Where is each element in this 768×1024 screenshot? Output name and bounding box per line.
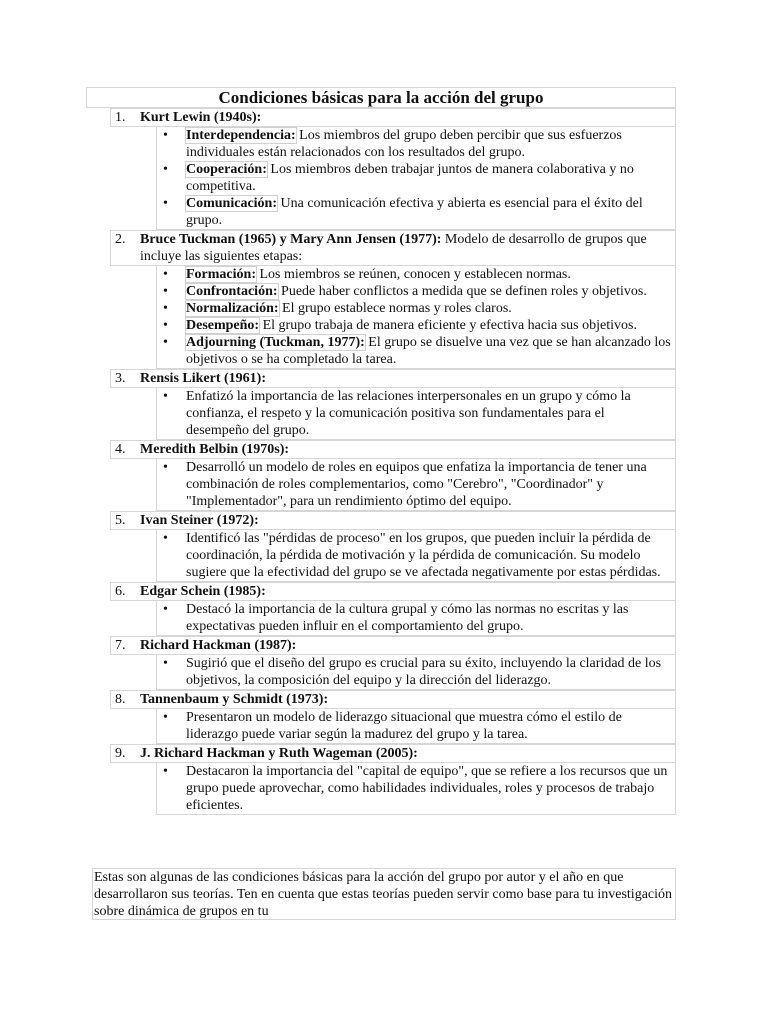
item-text: El grupo se disuelve una vez que se han alcanzado los objetivos o se ha completado la tarea. bbox=[186, 335, 671, 367]
item-term: Confrontación: bbox=[186, 284, 278, 299]
item-text: Enfatizó la importancia de las relaciones interpersonales en un grupo y cómo la confianza, el respeto y la comunicación positiva son fundamentales para el desempeño del grupo. bbox=[186, 389, 631, 438]
author-section bbox=[110, 744, 676, 815]
section-heading bbox=[110, 230, 676, 266]
item-text: Destacaron la importancia del "capital de equipo", que se refiere a los recursos que un grupo puede aprovechar, como habilidades individuales, roles y procesos de trabajo eficientes. bbox=[186, 764, 668, 813]
list-number: 3. bbox=[115, 371, 126, 386]
section-heading bbox=[110, 636, 676, 655]
list-number: 4. bbox=[115, 442, 126, 457]
author-section bbox=[110, 636, 676, 690]
item-text: Sugirió que el diseño del grupo es crucial para su éxito, incluyendo la claridad de los objetivos, la composición del equipo y la dirección del liderazgo. bbox=[186, 656, 662, 688]
item-term: Interdependencia: bbox=[186, 128, 296, 143]
item-text: Los miembros del grupo deben percibir que sus esfuerzos individuales están relacionados con los resultados del grupo. bbox=[186, 128, 622, 160]
section-heading bbox=[110, 511, 676, 530]
bullet-icon: • bbox=[163, 284, 168, 299]
item-term: Adjourning (Tuckman, 1977): bbox=[186, 335, 365, 350]
author-name: Ivan Steiner (1972): bbox=[140, 513, 259, 528]
bullet-list bbox=[156, 763, 676, 815]
author-name: Bruce Tuckman (1965) y Mary Ann Jensen (1977): bbox=[140, 232, 442, 247]
item-text: Desarrolló un modelo de roles en equipos que enfatiza la importancia de tener una combinación de roles complementarios, como "Cerebro", "Coordinador" y "Implementador", para un rendimiento óptimo del equipo. bbox=[186, 460, 647, 509]
list-item bbox=[157, 300, 675, 317]
bullet-list bbox=[156, 655, 676, 690]
list-item bbox=[157, 601, 675, 635]
author-section bbox=[110, 690, 676, 744]
item-term: Cooperación: bbox=[186, 162, 267, 177]
item-term: Comunicación: bbox=[186, 196, 277, 211]
list-item bbox=[157, 763, 675, 814]
bullet-icon: • bbox=[163, 267, 168, 282]
section-heading bbox=[110, 108, 676, 127]
item-text: El grupo trabaja de manera eficiente y efectiva hacia sus objetivos. bbox=[259, 318, 637, 333]
bullet-icon: • bbox=[163, 335, 168, 350]
author-name: Meredith Belbin (1970s): bbox=[140, 442, 290, 457]
author-name: Rensis Likert (1961): bbox=[140, 371, 266, 386]
bullet-icon: • bbox=[163, 656, 168, 671]
page-title: Condiciones básicas para la acción del grupo bbox=[218, 88, 544, 107]
item-text: Una comunicación efectiva y abierta es esencial para el éxito del grupo. bbox=[186, 196, 643, 228]
list-item bbox=[157, 530, 675, 581]
author-section bbox=[110, 230, 676, 369]
item-text: Puede haber conflictos a medida que se definen roles y objetivos. bbox=[277, 284, 647, 299]
bullet-list bbox=[156, 388, 676, 440]
list-item bbox=[157, 709, 675, 743]
author-section bbox=[110, 108, 676, 230]
section-intro: Modelo de desarrollo de grupos que incluye las siguientes etapas: bbox=[140, 232, 647, 264]
list-item bbox=[157, 161, 675, 195]
bullet-icon: • bbox=[163, 128, 168, 143]
section-heading bbox=[110, 582, 676, 601]
bullet-list bbox=[156, 127, 676, 230]
bullet-list bbox=[156, 709, 676, 744]
author-name: Richard Hackman (1987): bbox=[140, 638, 297, 653]
section-heading bbox=[110, 744, 676, 763]
item-text: Identificó las "pérdidas de proceso" en los grupos, que pueden incluir la pérdida de coordinación, la pérdida de motivación y la pérdida de comunicación. Su modelo sugiere que la efectividad del grupo se ve afectada negativamente por estas pérdidas. bbox=[186, 531, 661, 580]
list-number: 8. bbox=[115, 692, 126, 707]
item-term: Desempeño: bbox=[186, 318, 260, 333]
bullet-list bbox=[156, 266, 676, 369]
list-item bbox=[157, 266, 675, 283]
list-number: 1. bbox=[115, 110, 126, 125]
bullet-icon: • bbox=[163, 764, 168, 779]
section-heading bbox=[110, 690, 676, 709]
list-number: 5. bbox=[115, 513, 126, 528]
author-section bbox=[110, 582, 676, 636]
list-number: 6. bbox=[115, 584, 126, 599]
bullet-icon: • bbox=[163, 162, 168, 177]
list-item bbox=[157, 317, 675, 334]
bullet-icon: • bbox=[163, 389, 168, 404]
conclusion-paragraph: Estas son algunas de las condiciones básicas para la acción del grupo por autor y el año en que desarrollaron sus teorías. Ten en cuenta que estas teorías pueden servir como base para tu investigación sobre dinámica de grupos en tu bbox=[92, 868, 676, 920]
author-name: J. Richard Hackman y Ruth Wageman (2005): bbox=[140, 746, 418, 761]
bullet-icon: • bbox=[163, 301, 168, 316]
item-text: El grupo establece normas y roles claros. bbox=[278, 301, 512, 316]
author-list bbox=[110, 108, 676, 815]
bullet-icon: • bbox=[163, 318, 168, 333]
list-item bbox=[157, 388, 675, 439]
author-name: Edgar Schein (1985): bbox=[140, 584, 266, 599]
author-section bbox=[110, 440, 676, 511]
section-heading bbox=[110, 440, 676, 459]
list-number: 7. bbox=[115, 638, 126, 653]
author-section bbox=[110, 511, 676, 582]
author-section bbox=[110, 369, 676, 440]
bullet-list bbox=[156, 601, 676, 636]
item-term: Formación: bbox=[186, 267, 256, 282]
item-term: Normalización: bbox=[186, 301, 279, 316]
section-heading bbox=[110, 369, 676, 388]
author-name: Kurt Lewin (1940s): bbox=[140, 110, 262, 125]
item-text: Los miembros se reúnen, conocen y establecen normas. bbox=[255, 267, 571, 282]
bullet-icon: • bbox=[163, 710, 168, 725]
list-item bbox=[157, 459, 675, 510]
bullet-list bbox=[156, 459, 676, 511]
list-item bbox=[157, 283, 675, 300]
bullet-icon: • bbox=[163, 602, 168, 617]
item-text: Los miembros deben trabajar juntos de manera colaborativa y no competitiva. bbox=[186, 162, 634, 194]
bullet-icon: • bbox=[163, 460, 168, 475]
list-item bbox=[157, 655, 675, 689]
list-item bbox=[157, 195, 675, 229]
author-name: Tannenbaum y Schmidt (1973): bbox=[140, 692, 329, 707]
list-item bbox=[157, 127, 675, 161]
bullet-icon: • bbox=[163, 531, 168, 546]
item-text: Destacó la importancia de la cultura grupal y cómo las normas no escritas y las expectativas pueden influir en el comportamiento del grupo. bbox=[186, 602, 629, 634]
list-number: 9. bbox=[115, 746, 126, 761]
list-item bbox=[157, 334, 675, 368]
bullet-list bbox=[156, 530, 676, 582]
bullet-icon: • bbox=[163, 196, 168, 211]
list-number: 2. bbox=[115, 232, 126, 247]
item-text: Presentaron un modelo de liderazgo situacional que muestra cómo el estilo de liderazgo puede variar según la madurez del grupo y la tarea. bbox=[186, 710, 622, 742]
